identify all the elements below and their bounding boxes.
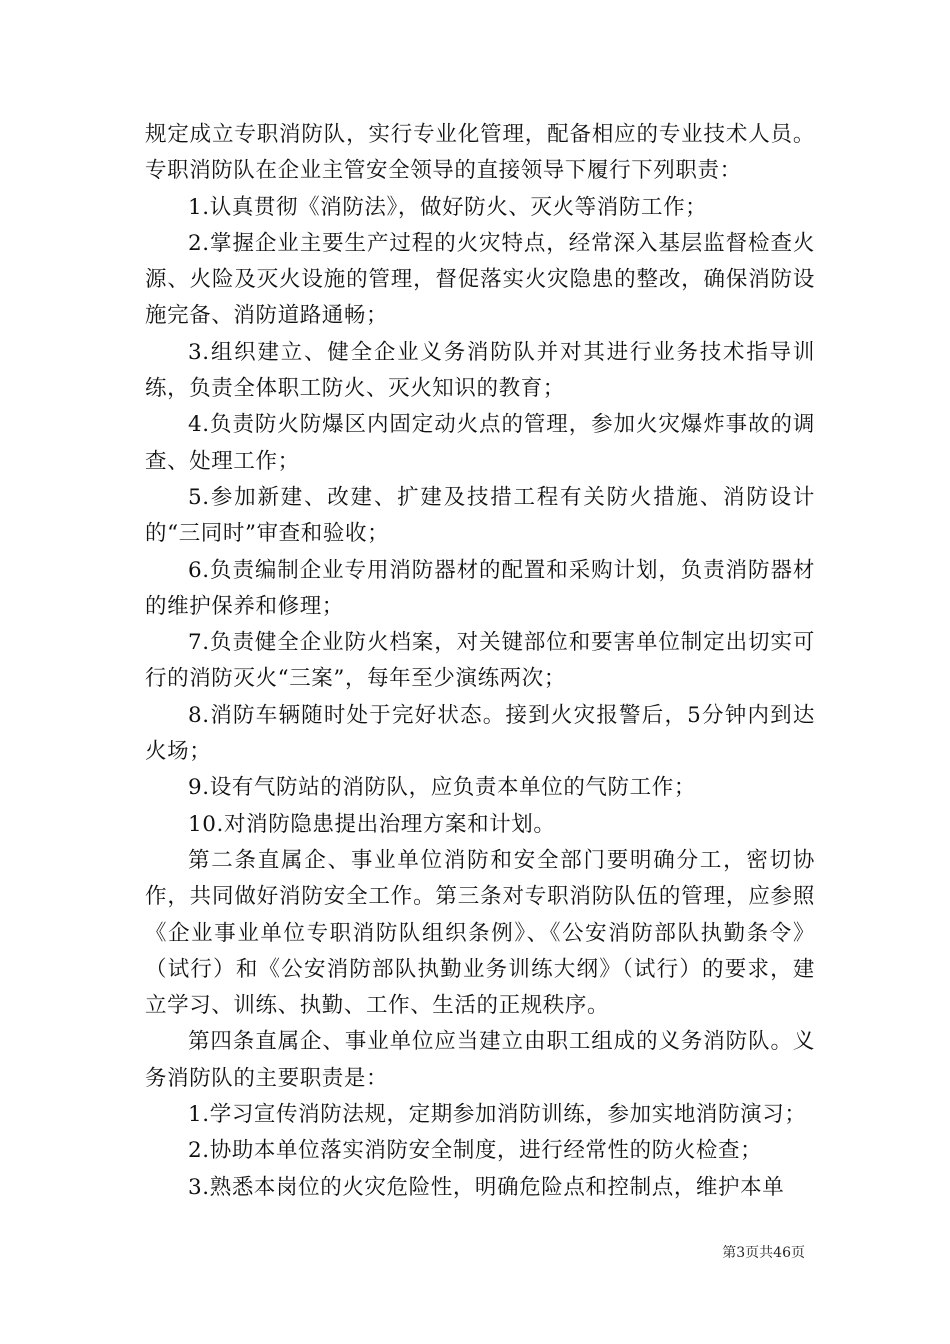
body-paragraph: 3.熟悉本岗位的火灾危险性，明确危险点和控制点，维护本单 — [188, 1174, 785, 1200]
body-paragraph: 2.协助本单位落实消防安全制度，进行经常性的防火检查； — [188, 1138, 763, 1164]
body-paragraph: 5.参加新建、改建、扩建及技措工程有关防火措施、消防设计的“三同时”审查和验收； — [145, 484, 815, 547]
body-paragraph: 9.设有气防站的消防队，应负责本单位的气防工作； — [188, 775, 696, 801]
document-body — [145, 117, 815, 1206]
page-number: 第3页共46页 — [722, 1245, 805, 1261]
body-paragraph: 第二条直属企、事业单位消防和安全部门要明确分工，密切协作，共同做好消防安全工作。第三条对专职消防队伍的管理，应参照《企业事业单位专职消防队组织条例》、《公安消防部队执勤条令》（试行）和《公安消防部队执勤业务训练大纲》（试行）的要求，建立学习、训练、执勤、工作、生活的正规秩序。 — [145, 847, 815, 1019]
body-paragraph: 1.学习宣传消防法规，定期参加消防训练，参加实地消防演习； — [188, 1102, 807, 1128]
body-paragraph: 1.认真贯彻《消防法》，做好防火、灭火等消防工作； — [188, 194, 708, 220]
body-paragraph: 4.负责防火防爆区内固定动火点的管理，参加火灾爆炸事故的调查、处理工作； — [145, 412, 815, 474]
body-paragraph: 10.对消防隐患提出治理方案和计划。 — [188, 811, 556, 837]
body-paragraph: 8.消防车辆随时处于完好状态。接到火灾报警后，5分钟内到达火场； — [145, 702, 815, 765]
body-paragraph: 2.掌握企业主要生产过程的火灾特点，经常深入基层监督检查火源、火险及灭火设施的管理，督促落实火灾隐患的整改，确保消防设施完备、消防道路通畅； — [145, 230, 815, 329]
body-paragraph: 6.负责编制企业专用消防器材的配置和采购计划，负责消防器材的维护保养和修理； — [145, 557, 815, 619]
body-paragraph: 3.组织建立、健全企业义务消防队并对其进行业务技术指导训练，负责全体职工防火、灭火知识的教育； — [145, 339, 815, 402]
body-paragraph: 7.负责健全企业防火档案，对关键部位和要害单位制定出切实可行的消防灭火“三案”，每年至少演练两次； — [145, 630, 815, 692]
body-paragraph: 规定成立专职消防队，实行专业化管理，配备相应的专业技术人员。专职消防队在企业主管安全领导的直接领导下履行下列职责： — [145, 122, 815, 184]
body-paragraph: 第四条直属企、事业单位应当建立由职工组成的义务消防队。义务消防队的主要职责是： — [145, 1029, 815, 1091]
